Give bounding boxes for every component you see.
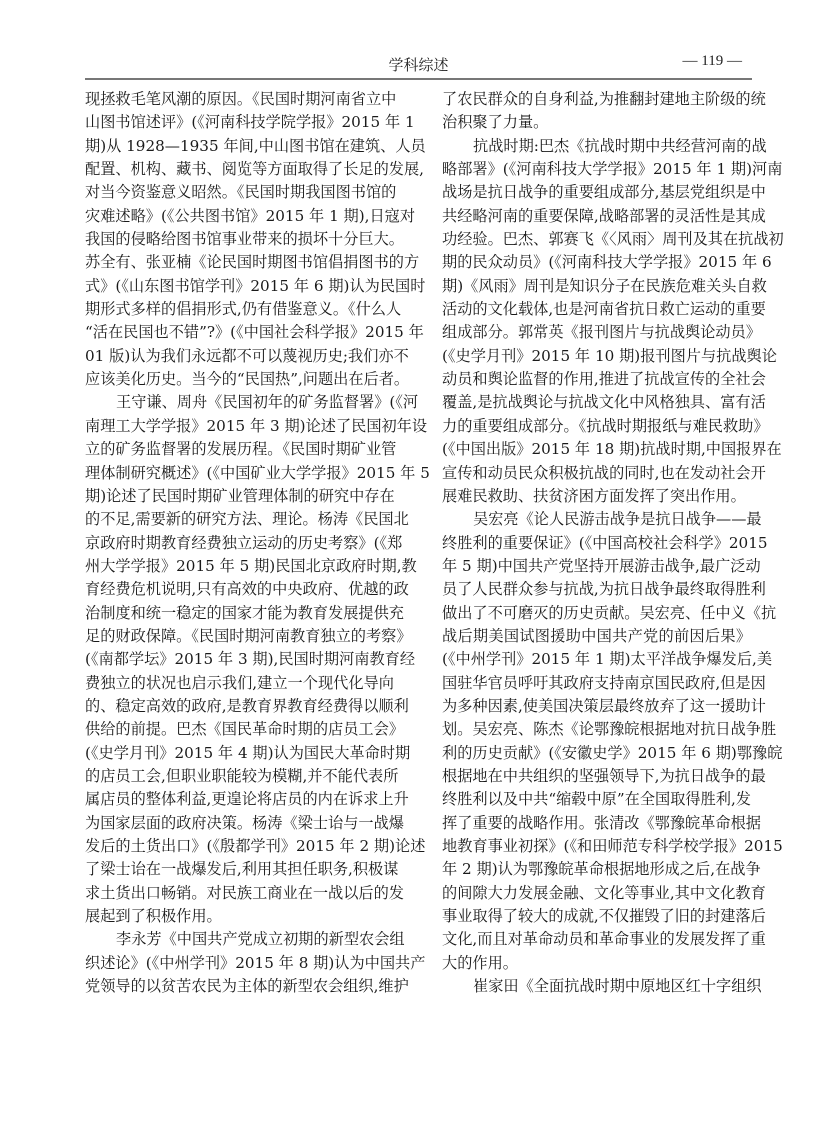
text-line: 现拯救毛笔风潮的原因。《民国时期河南省立中 xyxy=(85,90,397,108)
text-line: 年 2 期)认为鄂豫皖革命根据地形成之后,在战争 xyxy=(442,860,761,879)
text-line: 式》(《山东图书馆学刊》2015 年 6 期)认为民国时 xyxy=(85,276,426,295)
text-line: 终胜利的重要保证》(《中国高校社会科学》2015 xyxy=(442,533,768,552)
text-line: “活在民国也不错”?》(《中国社会科学报》2015 年 xyxy=(85,323,424,342)
text-line: 的店员工会,但职业职能较为模糊,并不能代表所 xyxy=(85,766,399,785)
text-line: 划。吴宏亮、陈杰《论鄂豫皖根据地对抗日战争胜 xyxy=(442,720,777,739)
text-line: 应该美化历史。当今的“民国热”,问题出在后者。 xyxy=(85,370,410,389)
text-line: (《南都学坛》2015 年 3 期),民国时期河南教育经 xyxy=(85,650,416,669)
text-line: 京政府时期教育经费独立运动的历史考察》(《郑 xyxy=(85,533,403,552)
text-line: 我国的侵略给图书馆事业带来的损坏十分巨大。 xyxy=(85,230,404,249)
text-line: 育经费危机说明,只有高效的中央政府、优越的政 xyxy=(85,580,409,599)
text-line: 的不足,需要新的研究方法、理论。杨涛《民国北 xyxy=(85,510,409,529)
text-line: 州大学学报》2015 年 5 期)民国北京政府时期,教 xyxy=(85,556,417,575)
text-line: 事业取得了较大的成就,不仅摧毁了旧的封建落后 xyxy=(442,907,766,926)
text-line: 根据地在中共组织的坚强领导下,为抗日战争的最 xyxy=(442,766,766,785)
text-line: 灾难述略》(《公共图书馆》2015 年 1 期),日寇对 xyxy=(85,206,416,225)
text-line: 织述论》(《中州学刊》2015 年 8 期)认为中国共产 xyxy=(85,953,426,972)
text-line: 对当今资鉴意义昭然。《民国时期我国图书馆的 xyxy=(85,183,397,202)
text-line: (《史学月刊》2015 年 10 期)报刊图片与抗战舆论 xyxy=(442,346,777,365)
text-line: (《史学月刊》2015 年 4 期)认为国民大革命时期 xyxy=(85,743,411,762)
text-line: 地教育事业初探》(《和田师范专科学校学报》2015 xyxy=(442,837,783,855)
text-line: 的、稳定高效的政府,是教育界教育经费得以顺利 xyxy=(85,696,409,715)
left-column xyxy=(85,88,430,998)
text-line: 力的重要组成部分。《抗战时期报纸与难民救助》 xyxy=(442,416,769,435)
text-line: 组成部分。郭常英《报刊图片与抗战舆论动员》 xyxy=(442,323,761,342)
text-line: 的间隙大力发展金融、文化等事业,其中文化教育 xyxy=(442,883,766,902)
text-line: 挥了重要的战略作用。张清改《鄂豫皖革命根据 xyxy=(442,813,761,832)
text-line: 苏全有、张亚楠《论民国时期图书馆倡捐图书的方 xyxy=(85,253,420,272)
text-line: 01 版)认为我们永远都不可以蔑视历史;我们亦不 xyxy=(85,346,409,365)
text-line: 了梁士诒在一战爆发后,利用其担任职务,积极谋 xyxy=(85,860,399,879)
text-line: 期)论述了民国时期矿业管理体制的研究中存在 xyxy=(85,486,395,505)
text-line: 山图书馆述评》(《河南科技学院学报》2015 年 1 xyxy=(85,113,415,132)
text-line: 利的历史贡献》(《安徽史学》2015 年 6 期)鄂豫皖 xyxy=(442,743,783,762)
text-line: 期形式多样的倡捐形式,仍有借鉴意义。《什么人 xyxy=(85,300,402,319)
text-line: 足的财政保障。《民国时期河南教育独立的考察》 xyxy=(85,626,412,645)
text-line: 抗战时期:巴杰《抗战时期中共经营河南的战 xyxy=(473,136,767,155)
text-line: 崔家田《全面抗战时期中原地区红十字组织 xyxy=(473,977,762,996)
text-line: 李永芳《中国共产党成立初期的新型农会组 xyxy=(116,930,405,949)
text-line: 动员和舆论监督的作用,推进了抗战宣传的全社会 xyxy=(442,370,766,389)
text-line: 略部署》(《河南科技大学学报》2015 年 1 期)河南 xyxy=(442,160,783,179)
text-line: 治制度和统一稳定的国家才能为教育发展提供充 xyxy=(85,603,404,622)
running-header xyxy=(85,50,752,78)
text-line: 了农民群众的自身利益,为推翻封建地主阶级的统 xyxy=(442,90,766,108)
text-line: 大的作用。 xyxy=(442,953,518,972)
text-line: 国驻华官员呼吁其政府支持南京国民政府,但是因 xyxy=(442,673,766,692)
text-line: 期)从 1928—1935 年间,中山图书馆在建筑、人员 xyxy=(85,136,426,155)
text-line: (《中国出版》2015 年 18 期)抗战时期,中国报界在 xyxy=(442,440,782,459)
text-line: 活动的文化载体,也是河南省抗日救亡运动的重要 xyxy=(442,300,766,319)
text-line: 文化,而且对革命动员和革命事业的发展发挥了重 xyxy=(442,930,766,949)
text-line: (《中州学刊》2015 年 1 期)太平洋战争爆发后,美 xyxy=(442,650,773,669)
text-line: 期)《风雨》周刊是知识分子在民族危难关头自救 xyxy=(442,276,767,295)
header-rule xyxy=(85,78,752,80)
text-line: 宣传和动员民众积极抗战的同时,也在发动社会开 xyxy=(442,463,766,482)
text-line: 战后期美国试图援助中国共产党的前因后果》 xyxy=(442,626,751,645)
text-line: 理体制研究概述》(《中国矿业大学学报》2015 年 5 xyxy=(85,463,430,482)
text-line: 展难民救助、扶贫济困方面发挥了突出作用。 xyxy=(442,486,746,505)
text-line: 终胜利以及中共“缩毂中原”在全国取得胜利,发 xyxy=(442,790,751,809)
text-line: 王守谦、周舟《民国初年的矿务监督署》(《河 xyxy=(116,393,419,412)
text-line: 年 5 期)中国共产党坚持开展游击战争,最广泛动 xyxy=(442,556,761,575)
text-line: 发后的土货出口》(《殷都学刊》2015 年 2 期)论述 xyxy=(85,837,426,855)
text-line: 求土货出口畅销。对民族工商业在一战以后的发 xyxy=(85,883,404,902)
text-line: 南理工大学学报》2015 年 3 期)论述了民国初年设 xyxy=(85,416,428,435)
text-line: 展起到了积极作用。 xyxy=(85,907,222,926)
text-line: 党领导的以贫苦农民为主体的新型农会组织,维护 xyxy=(85,977,409,996)
text-line: 期的民众动员》(《河南科技大学学报》2015 年 6 xyxy=(442,253,772,272)
text-line: 为多种因素,使美国决策层最终放弃了这一援助计 xyxy=(442,696,766,715)
text-line: 供给的前提。巴杰《国民革命时期的店员工会》 xyxy=(85,720,404,739)
text-line: 治积聚了力量。 xyxy=(442,113,549,132)
text-line: 员了人民群众参与抗战,为抗日战争最终取得胜利 xyxy=(442,580,766,599)
text-line: 立的矿务监督署的发展历程。《民国时期矿业管 xyxy=(85,440,397,459)
text-line: 费独立的状况也启示我们,建立一个现代化导向 xyxy=(85,673,394,692)
text-line: 覆盖,是抗战舆论与抗战文化中风格独具、富有活 xyxy=(442,393,766,412)
text-line: 战场是抗日战争的重要组成部分,基层党组织是中 xyxy=(442,183,766,202)
text-line: 配置、机构、藏书、阅览等方面取得了长足的发展, xyxy=(85,160,424,179)
text-line: 吴宏亮《论人民游击战争是抗日战争——最 xyxy=(473,510,762,529)
text-line: 共经略河南的重要保障,战略部署的灵活性是其成 xyxy=(442,206,766,225)
text-line: 属店员的整体利益,更遑论将店员的内在诉求上升 xyxy=(85,790,409,809)
text-line: 功经验。巴杰、郭赛飞《〈风雨〉周刊及其在抗战初 xyxy=(442,230,784,249)
text-line: 做出了不可磨灭的历史贡献。吴宏亮、任中义《抗 xyxy=(442,603,777,622)
page-number: — 119 — xyxy=(682,53,742,69)
text-line: 为国家层面的政府决策。杨涛《梁士诒与一战爆 xyxy=(85,813,404,832)
running-title: 学科综述 xyxy=(388,56,449,74)
right-column xyxy=(442,88,784,998)
